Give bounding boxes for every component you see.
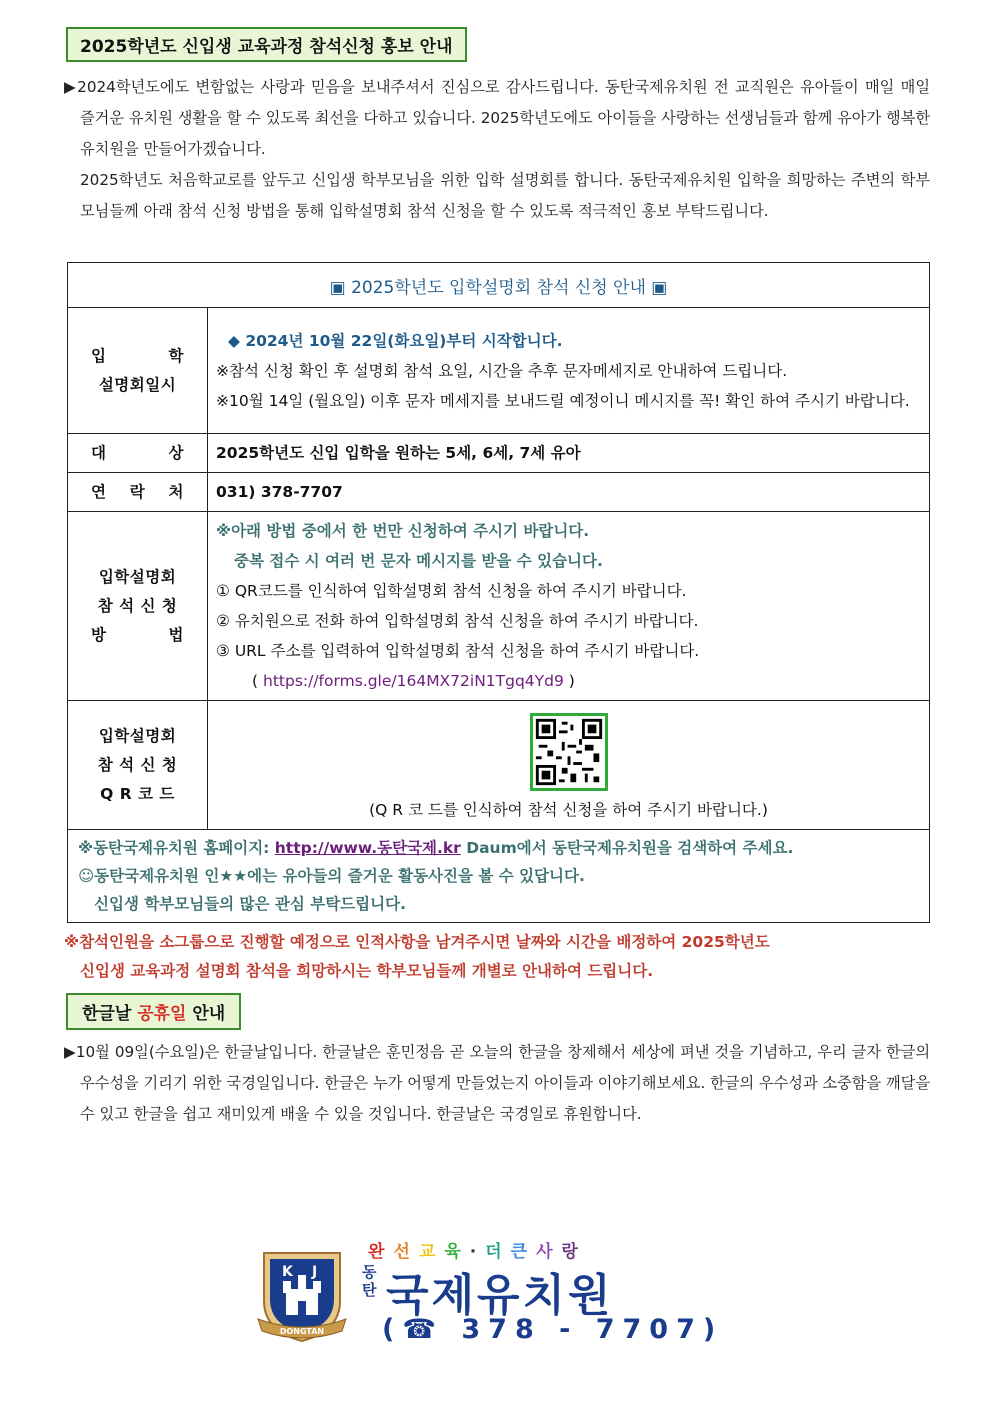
method-note-1: ※아래 방법 중에서 한 번만 신청하여 주시기 바랍니다. [216,522,590,540]
label-text: Q R 코 드 [100,784,175,803]
paren-open: ( [252,672,259,690]
label-qr [68,701,208,830]
qr-caption: (Q R 코 드를 인식하여 참석 신청을 하여 주시기 바랍니다.) [369,801,768,819]
intro-paragraph-2: 2025학년도 처음학교로를 앞두고 신입생 학부모님을 위한 입학 설명회를 합니다. 동탄국제유치원 입학을 희망하는 주변의 학부모님들께 아래 참석 신청 방법을 통해 입학설명회 참석 신청을 할 수 있도록 적극적인 홍보 부탁드립니다. [80,171,930,220]
slogan-char: 큰 [510,1242,537,1262]
intro-paragraph-1: ▶2024학년도에도 변함없는 사랑과 믿음을 보내주셔서 진심으로 감사드립니다. 동탄국제유치원 전 교직원은 유아들이 매일 매일 즐거운 유치원 생활을 할 수 있도록 최선을 다하고 있습니다. 2025학년도에도 아이들을 사랑하는 선생님들과 함께 유아가 행복한 유치원을 만들어가겠습니다. [64,78,930,158]
label-text: 참 석 신 청 [97,596,178,615]
hangul-section [64,1037,930,1130]
school-sub-char: 탄 [362,1281,377,1299]
label-char: 방 [91,625,107,644]
slogan-char: · [469,1242,486,1262]
method-note-2: 중복 접수 시 여러 번 문자 메시지를 받을 수 있습니다. [234,552,603,570]
label-char: 상 [168,443,184,462]
school-emblem-icon [250,1243,354,1345]
hangul-title-part: 안내 [186,1004,226,1024]
label-char: 입 [91,346,107,365]
contact-value: 031) 378-7707 [208,473,930,512]
closing-line: 신입생 학부모님들의 많은 관심 부탁드립니다. [94,895,406,913]
method-content [208,512,930,701]
paren-close: ) [568,672,575,690]
instagram-line: ☺동탄국제유치원 인★★에는 유아들의 즐거운 활동사진을 볼 수 있답니다. [78,867,585,885]
notice-line-2: 신입생 교육과정 설명회 참석을 희망하시는 학부모님들께 개별로 안내하여 드립니다. [80,962,654,980]
label-contact [68,473,208,512]
table-footer [68,830,930,923]
label-method [68,512,208,701]
slogan-char: 육 [444,1242,470,1262]
slogan-char: 더 [485,1242,511,1262]
method-2: ② 유치원으로 전화 하여 입학설명회 참석 신청을 하여 주시기 바랍니다. [216,612,699,630]
table-header: ▣ 2025학년도 입학설명회 참석 신청 안내 ▣ [68,263,930,308]
label-text: 입학설명회 [98,726,177,745]
school-phone: (☎ 378 - 7707) [382,1314,724,1345]
emblem-ribbon-text: DONGTAN [279,1327,325,1336]
qr-content [208,701,930,830]
notice-line-1: ※참석인원을 소그룹으로 진행할 예정으로 인적사항을 남겨주시면 날짜와 시간을 배정하여 2025학년도 [64,933,770,951]
method-3: ③ URL 주소를 입력하여 입학설명회 참석 신청을 하여 주시기 바랍니다. [216,642,700,660]
school-sub-char: 동 [362,1263,377,1281]
label-char: 대 [91,443,107,462]
event-note-1: ※참석 신청 확인 후 설명회 참석 요일, 시간을 추후 문자메세지로 안내하여 드립니다. [216,361,788,380]
hangul-body: ▶10월 09일(수요일)은 한글날입니다. 한글날은 훈민정음 곧 오늘의 한글을 창제해서 세상에 펴낸 것을 기념하고, 우리 글자 한글의 우수성을 기리기 위한 국경일입니다. 한글은 누가 어떻게 만들었는지 아이들과 이야기해보세요. 한글의 우수성과 소중함을 깨달을 수 있고 한글을 쉽고 재미있게 배울 수 있을 것입니다. 한글날은 국경일로 휴원합니다. [64,1043,930,1123]
info-table [67,262,930,923]
school-name-small [362,1263,382,1299]
start-date: ◆ 2024년 10월 22일(화요일)부터 시작합니다. [228,331,563,350]
slogan-char: 교 [418,1242,445,1262]
emblem-letter-k: K [282,1264,293,1280]
page-title: 2025학년도 신입생 교육과정 참석신청 홍보 안내 [66,27,467,62]
target-value: 2025학년도 신입 입학을 원하는 5세, 6세, 7세 유아 [208,434,930,473]
homepage-line [78,834,919,862]
slogan-char: 완 [368,1242,394,1262]
homepage-suffix: Daum에서 동탄국제유치원을 검색하여 주세요. [460,839,794,857]
slogan-char: 사 [536,1242,562,1262]
event-note-2: ※10월 14일 (월요일) 이후 문자 메세지를 보내드릴 예정이니 메시지를 꼭! 확인 하여 주시기 바랍니다. [216,391,910,410]
label-char: 락 [129,482,146,501]
homepage-prefix: ※동탄국제유치원 홈페이지: [78,839,275,857]
intro-section [64,72,930,227]
label-char: 학 [168,346,184,365]
label-char: 법 [168,625,184,644]
qr-code-image[interactable] [530,713,608,791]
label-event-time [68,308,208,434]
url-line [216,666,921,696]
label-char: 연 [91,482,107,501]
school-name: 국제유치원 [386,1270,614,1321]
label-text: 참 석 신 청 [97,755,178,774]
label-text: 설명회일시 [98,375,177,394]
method-1: ① QR코드를 인식하여 입학설명회 참석 신청을 하여 주시기 바랍니다. [216,582,687,600]
emblem-letter-j: J [312,1264,318,1280]
label-text: 입학설명회 [98,567,177,586]
homepage-link[interactable]: http://www.동탄국제.kr [274,839,461,857]
hangul-title-highlight: 공휴일 [137,1004,187,1024]
school-footer [250,1237,724,1347]
slogan-char: 랑 [561,1242,587,1262]
form-url-link[interactable]: https://forms.gle/164MX72iN1Tgq4Yd9 [263,672,564,690]
label-char: 처 [168,482,184,501]
event-time-content [208,308,930,434]
label-target [68,434,208,473]
hangul-title-part: 한글날 [82,1004,138,1024]
hangul-title [66,993,241,1030]
notice-section [64,928,930,986]
slogan-char: 선 [393,1242,419,1262]
